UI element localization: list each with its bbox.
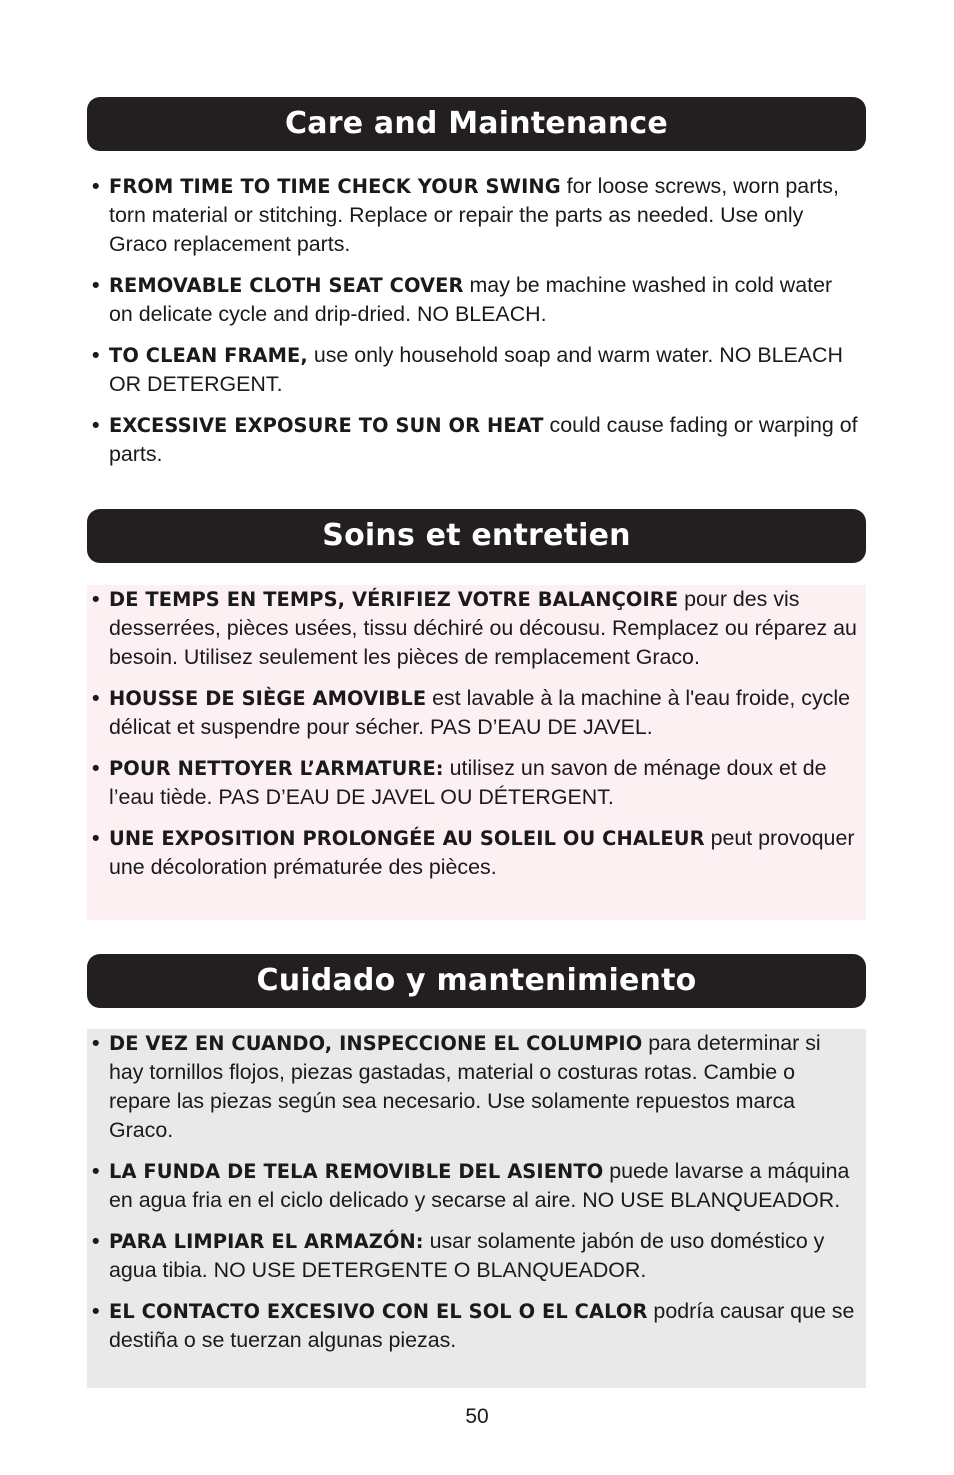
item-text: may be machine washed in cold water on delicate cycle and drip-dried. NO BLEACH. [109,273,833,326]
bullet: • [92,1031,100,1055]
list-item [89,172,860,259]
section-title-spanish: Cuidado y mantenimiento [87,954,866,1008]
item-lead: FROM TIME TO TIME CHECK YOUR SWING [109,175,561,198]
list-item [89,1297,860,1355]
care-list-english [87,172,866,469]
list-item [89,411,860,469]
list-item [89,271,860,329]
item-text: podría causar que se destiña o se tuerzan algunas piezas. [109,1299,855,1352]
bullet: • [92,174,100,198]
item-text: est lavable à la machine à l'eau froide, cycle délicat et suspendre pour sécher. PAS D’EAU DE JAVEL. [109,686,851,739]
list-item [89,341,860,399]
item-lead: DE VEZ EN CUANDO, INSPECCIONE EL COLUMPIO [109,1032,643,1055]
item-lead: DE TEMPS EN TEMPS, VÉRIFIEZ VOTRE BALANÇOIRE [109,588,679,611]
list-item [89,1157,860,1215]
item-text: for loose screws, worn parts, torn material or stitching. Replace or repair the parts as needed. Use only Graco replacement parts. [109,174,839,256]
list-item [89,585,860,672]
list-item [89,754,860,812]
bullet: • [92,826,100,850]
item-text: peut provoquer une décoloration prématurée des pièces. [109,826,855,879]
item-text: use only household soap and warm water. NO BLEACH OR DETERGENT. [109,343,843,396]
care-list-spanish [87,1029,866,1388]
bullet: • [92,1229,100,1253]
section-title-english: Care and Maintenance [87,97,866,151]
item-lead: LA FUNDA DE TELA REMOVIBLE DEL ASIENTO [109,1160,604,1183]
item-lead: PARA LIMPIAR EL ARMAZÓN: [109,1230,424,1253]
care-list-french [87,585,866,920]
item-text: pour des vis desserrées, pièces usées, tissu déchiré ou décousu. Remplacez ou réparez au besoin. Utilisez seulement les pièces de remplacement Graco. [109,587,857,669]
list-item [89,824,860,882]
list-item [89,1227,860,1285]
item-text: usar solamente jabón de uso doméstico y agua tibia. NO USE DETERGENTE O BLANQUEADOR. [109,1229,825,1282]
item-lead: UNE EXPOSITION PROLONGÉE AU SOLEIL OU CHALEUR [109,827,705,850]
page-number: 50 [465,1405,489,1428]
bullet: • [92,587,100,611]
bullet: • [92,1299,100,1323]
bullet: • [92,413,100,437]
bullet: • [92,756,100,780]
bullet: • [92,1159,100,1183]
item-lead: EXCESSIVE EXPOSURE TO SUN OR HEAT [109,414,544,437]
section-title-french: Soins et entretien [87,509,866,563]
item-text: puede lavarse a máquina en agua fria en el ciclo delicado y secarse al aire. NO USE BLANQUEADOR. [109,1159,850,1212]
item-lead: REMOVABLE CLOTH SEAT COVER [109,274,464,297]
item-text: could cause fading or warping of parts. [109,413,858,466]
bullet: • [92,686,100,710]
item-text: utilisez un savon de ménage doux et de l’eau tiède. PAS D’EAU DE JAVEL OU DÉTERGENT. [109,756,827,809]
item-lead: TO CLEAN FRAME, [109,344,308,367]
item-lead: HOUSSE DE SIÈGE AMOVIBLE [109,687,427,710]
list-item [89,684,860,742]
item-text: para determinar si hay tornillos flojos, piezas gastadas, material o costuras rotas. Cambie o repare las piezas según sea necesario. Use solamente repuestos marca Graco. [109,1031,821,1142]
bullet: • [92,273,100,297]
item-lead: EL CONTACTO EXCESIVO CON EL SOL O EL CALOR [109,1300,648,1323]
bullet: • [92,343,100,367]
list-item [89,1029,860,1145]
item-lead: POUR NETTOYER L’ARMATURE: [109,757,444,780]
